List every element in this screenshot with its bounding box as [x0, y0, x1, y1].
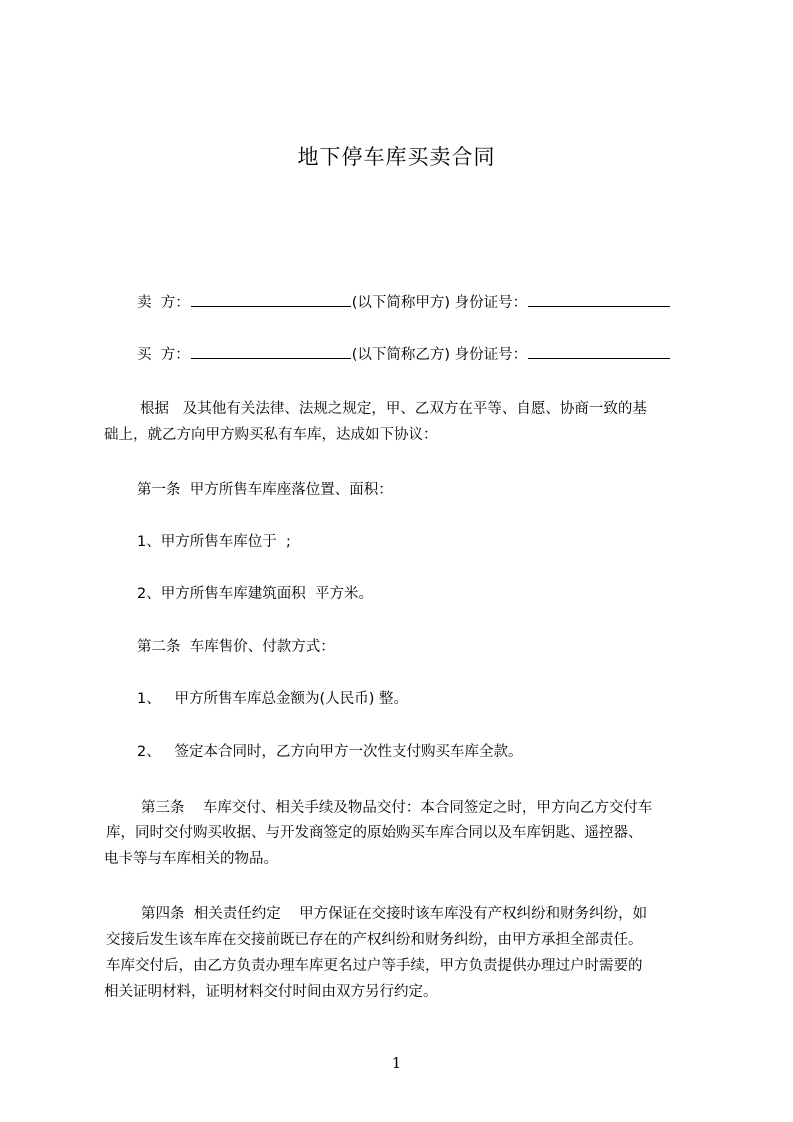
seller-paren: (以下简称甲方): [351, 295, 451, 311]
article3-line-2: 库，同时交付购买收据、与开发商签定的原始购买车库合同以及车库钥匙、遥控器、: [106, 825, 643, 841]
article2-heading: 第二条 车库售价、付款方式：: [137, 639, 335, 655]
buyer-line: [137, 344, 671, 365]
buyer-id-label: 身份证号：: [454, 347, 528, 363]
seller-name-blank: [191, 292, 351, 307]
seller-id-label: 身份证号：: [454, 295, 528, 311]
buyer-label: 买 方：: [137, 347, 190, 363]
buyer-id-blank: [528, 344, 670, 359]
page-title: 地下停车库买卖合同: [297, 145, 496, 169]
article3-line-3: 电卡等与车库相关的物品。: [104, 851, 278, 867]
buyer-paren: (以下简称乙方): [351, 347, 451, 363]
article4-line-1: 第四条 相关责任约定 甲方保证在交接时该车库没有产权纠纷和财务纠纷，如: [141, 906, 648, 922]
article1-item2: 2、甲方所售车库建筑面积 平方米。: [137, 586, 373, 602]
article1-heading: 第一条 甲方所售车库座落位置、面积：: [137, 482, 393, 498]
article4-line-2: 交接后发生该车库在交接前既已存在的产权纠纷和财务纠纷，由甲方承担全部责任。: [106, 932, 643, 948]
seller-line: [137, 292, 671, 313]
article2-item2: 2、 签定本合同时，乙方向甲方一次性支付购买车库全款。: [137, 744, 523, 760]
article1-item1: 1、甲方所售车库位于 ;: [137, 534, 291, 550]
article2-item1: 1、 甲方所售车库总金额为(人民币) 整。: [137, 691, 408, 707]
buyer-name-blank: [191, 344, 351, 359]
intro-line-2: 础上，就乙方向甲方购买私有车库，达成如下协议：: [104, 427, 438, 443]
article3-line-1: 第三条 车库交付、相关手续及物品交付：本合同签定之时，甲方向乙方交付车: [141, 800, 653, 816]
article4-line-3: 车库交付后，由乙方负责办理车库更名过户等手续，甲方负责提供办理过户时需要的: [106, 958, 643, 974]
seller-id-blank: [528, 292, 670, 307]
page-number: 1: [391, 1054, 402, 1072]
seller-label: 卖 方：: [137, 295, 190, 311]
article4-line-4: 相关证明材料，证明材料交付时间由双方另行约定。: [104, 984, 438, 1000]
intro-line-1: 根据 及其他有关法律、法规之规定，甲、乙双方在平等、自愿、协商一致的基: [140, 401, 647, 417]
